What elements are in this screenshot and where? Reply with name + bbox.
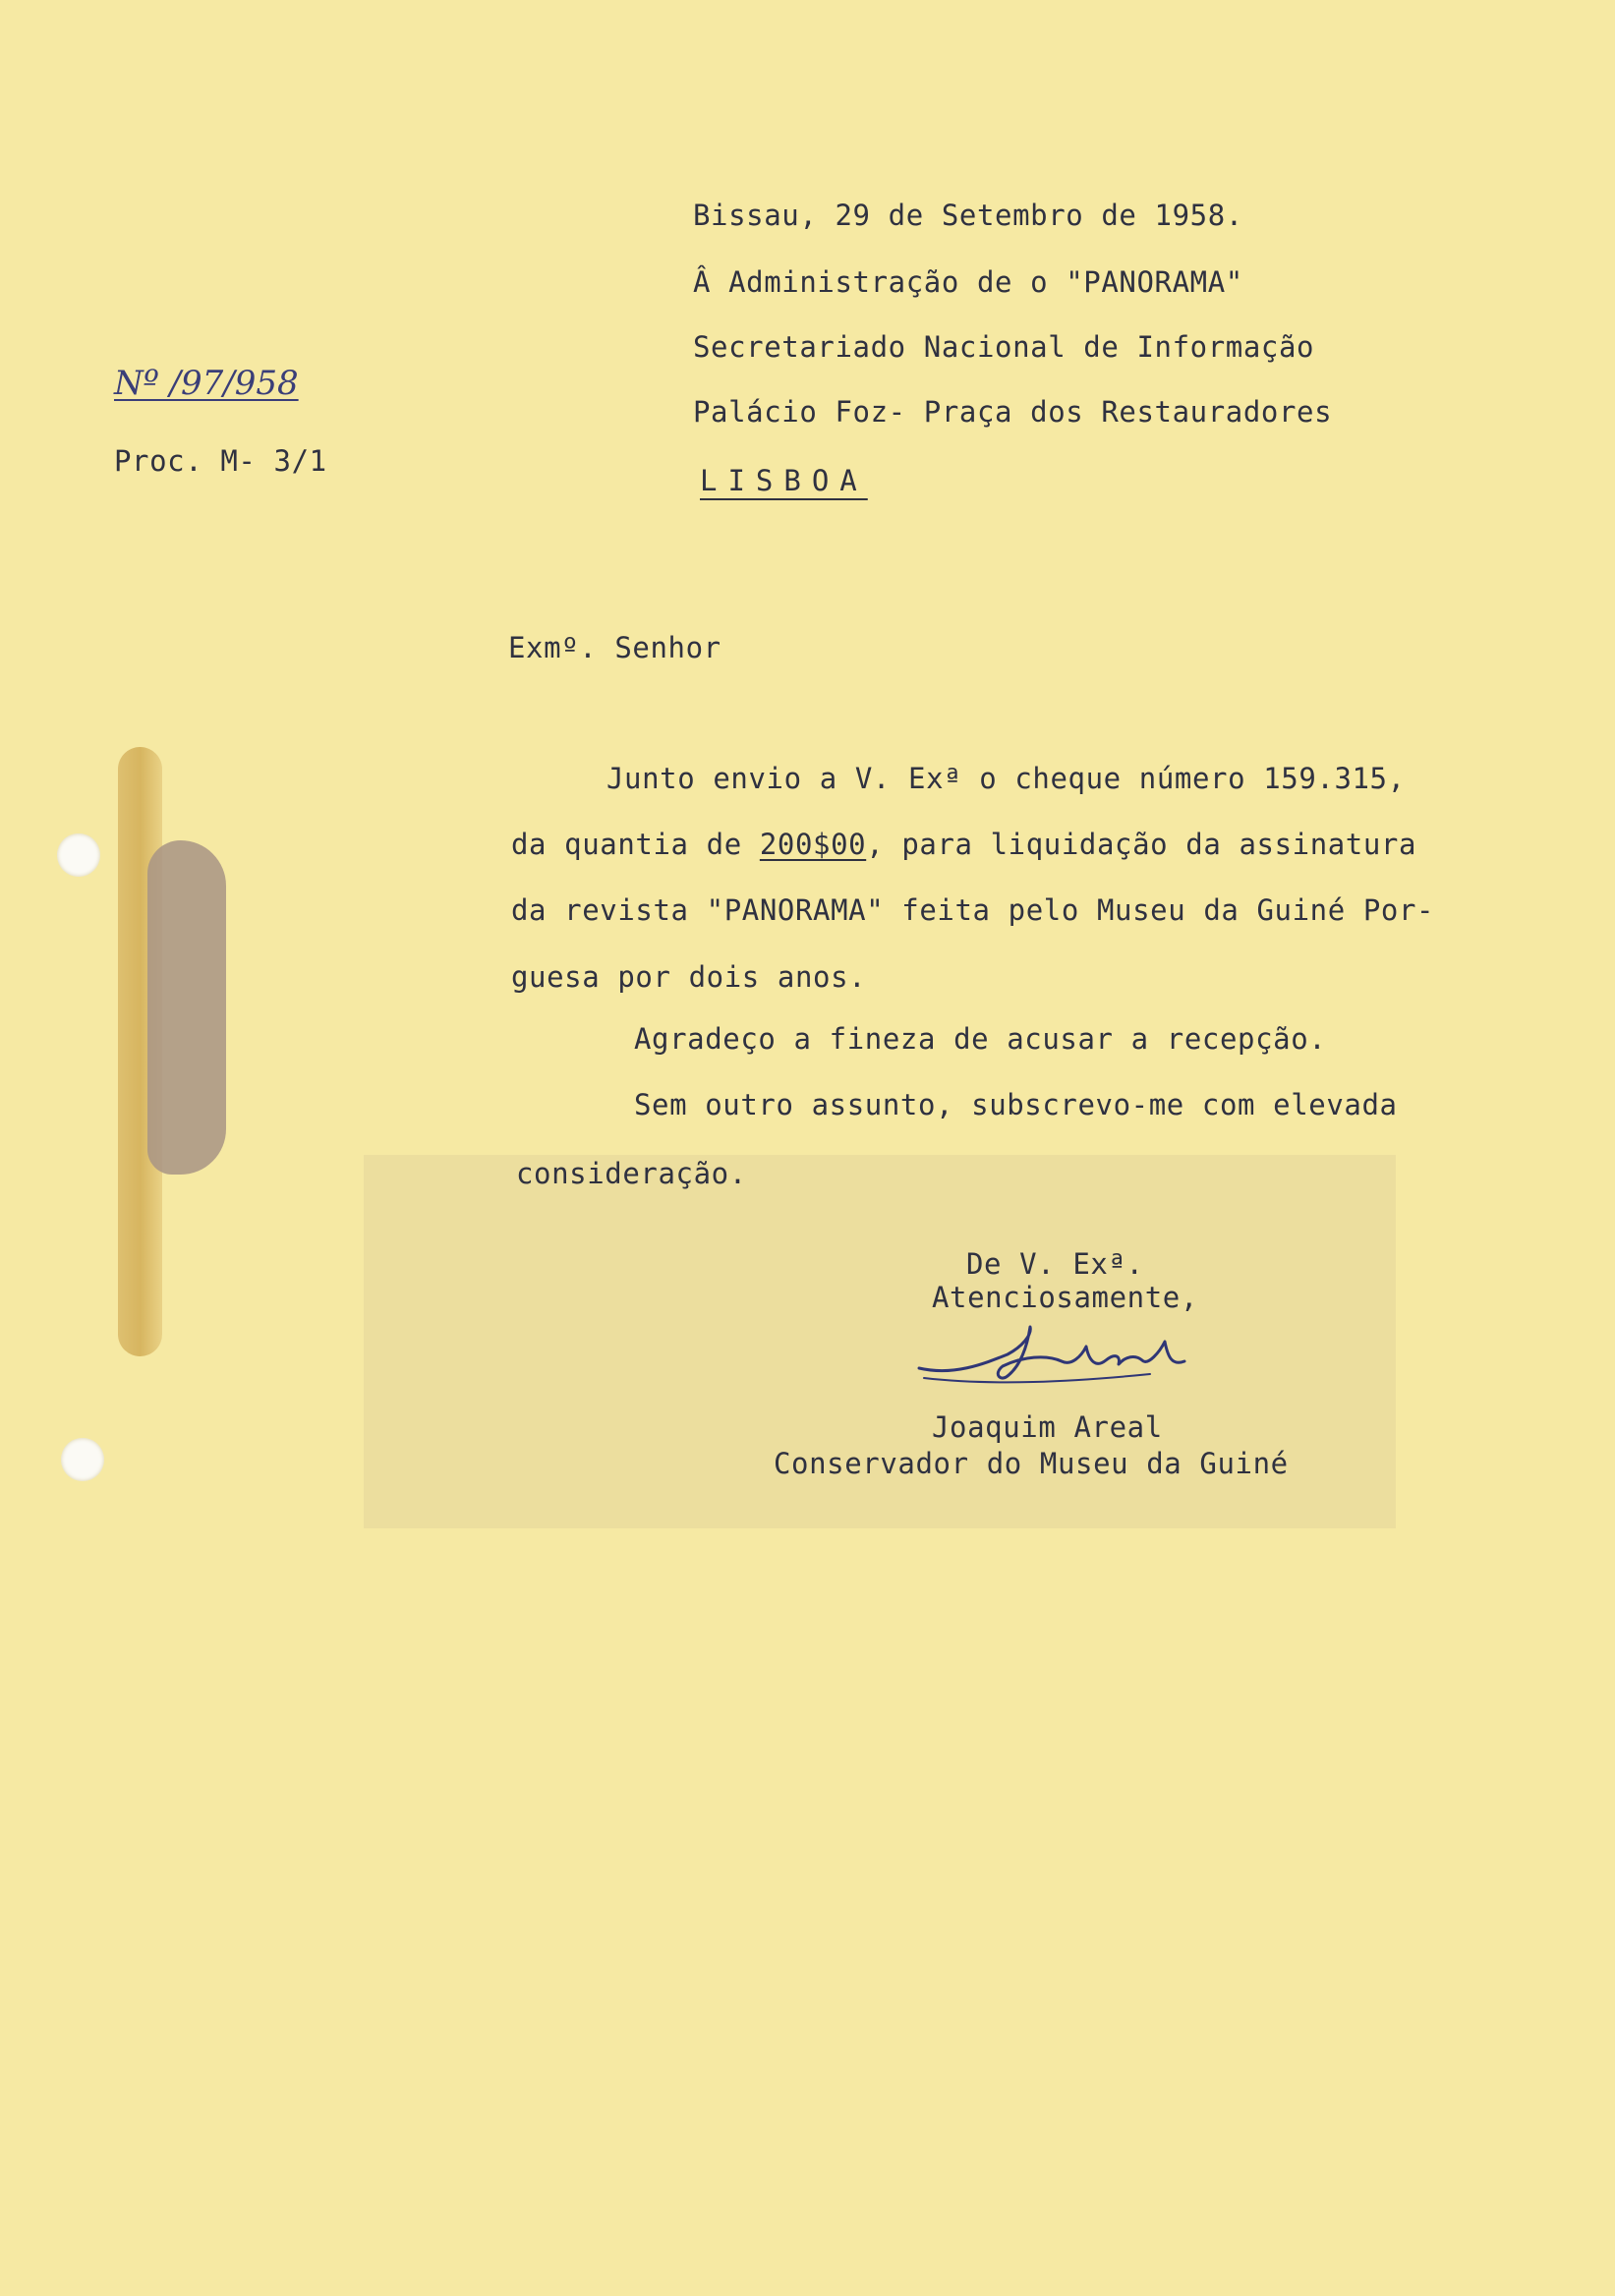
body-line-2-start: da quantia de: [511, 828, 760, 861]
punch-hole-lower: [61, 1438, 104, 1481]
body-paragraph-1-line-1: Junto envio a V. Exª o cheque número 159.315,: [606, 762, 1406, 795]
body-paragraph-1-line-4: guesa por dois anos.: [511, 960, 867, 994]
closing-line-1: De V. Exª.: [966, 1247, 1144, 1281]
signer-title: Conservador do Museu da Guiné: [774, 1447, 1289, 1480]
addressee-city: LISBOA: [700, 464, 868, 497]
cheque-amount: 200$00: [759, 828, 867, 861]
body-paragraph-1-line-2: [511, 828, 1417, 861]
body-paragraph-3-line-1: Sem outro assunto, subscrevo-me com elevada: [634, 1088, 1398, 1121]
closing-line-2: Atenciosamente,: [932, 1281, 1198, 1314]
salutation: Exmº. Senhor: [508, 631, 721, 664]
body-line-2-end: , para liquidação da assinatura: [866, 828, 1417, 861]
addressee-line-2: Secretariado Nacional de Informação: [693, 330, 1315, 364]
body-paragraph-2: Agradeço a fineza de acusar a recepção.: [634, 1022, 1327, 1056]
body-paragraph-1-line-3: da revista "PANORAMA" feita pelo Museu da Guiné Por-: [511, 893, 1435, 927]
addressee-line-1: Â Administração de o "PANORAMA": [693, 265, 1243, 299]
process-number: Proc. M- 3/1: [114, 444, 327, 478]
date-line: Bissau, 29 de Setembro de 1958.: [693, 199, 1243, 232]
punch-hole-upper: [57, 833, 100, 877]
body-paragraph-3-line-2: consideração.: [516, 1157, 747, 1190]
reference-number: Nº /97/958: [114, 364, 299, 403]
signer-name: Joaquim Areal: [932, 1410, 1163, 1444]
tape-residue: [147, 840, 226, 1175]
handwritten-signature: [914, 1317, 1209, 1396]
addressee-line-3: Palácio Foz- Praça dos Restauradores: [693, 395, 1333, 429]
